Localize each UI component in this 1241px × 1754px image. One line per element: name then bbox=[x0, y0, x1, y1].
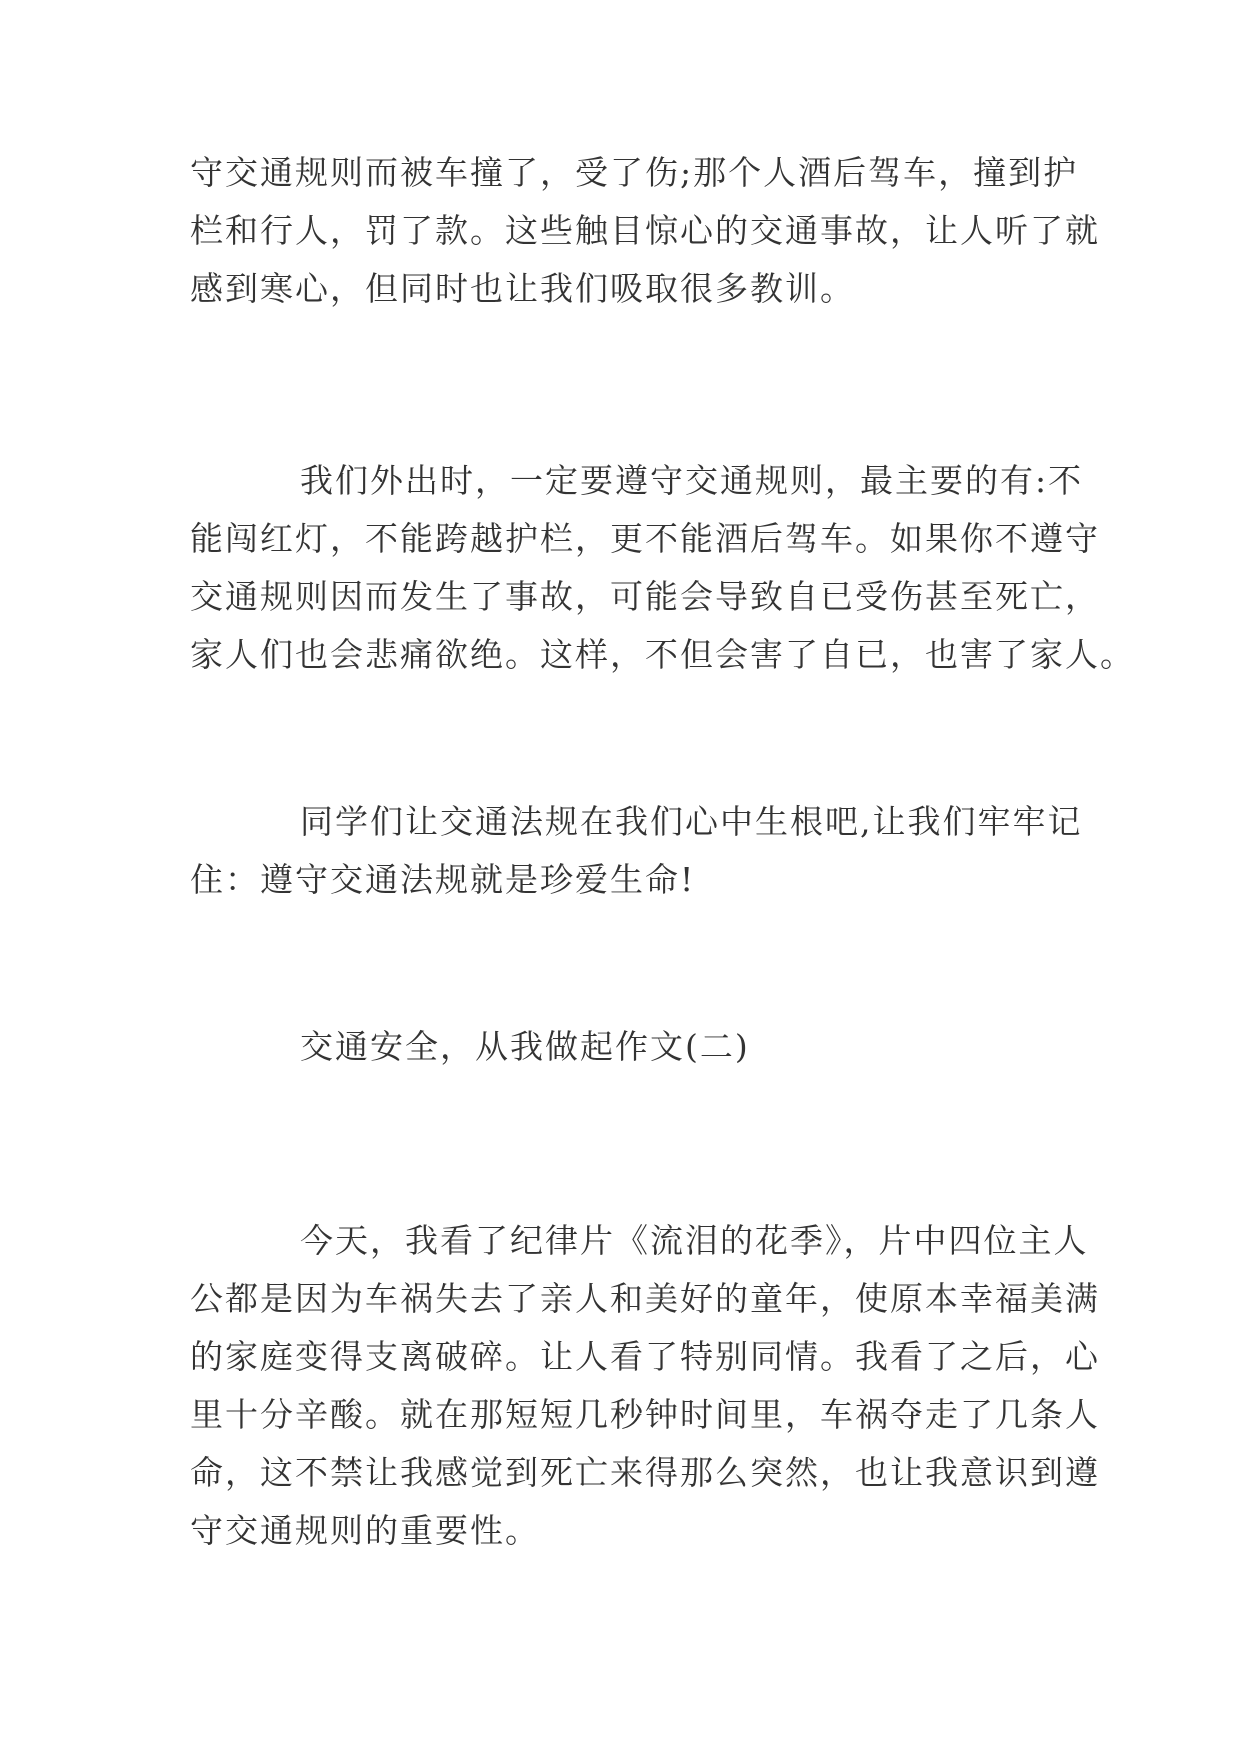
text-line: 住：遵守交通法规就是珍爱生命! bbox=[190, 860, 696, 899]
text-line: 感到寒心，但同时也让我们吸取很多教训。 bbox=[190, 269, 855, 308]
paragraph-traffic-rules bbox=[190, 452, 1135, 684]
text-line: 同学们让交通法规在我们心中生根吧,让我们牢牢记 bbox=[300, 802, 1083, 841]
paragraph-continuation bbox=[190, 144, 1100, 318]
paragraph-conclusion bbox=[190, 793, 1083, 909]
text-line: 栏和行人，罚了款。这些触目惊心的交通事故，让人听了就 bbox=[190, 211, 1100, 250]
text-line: 家人们也会悲痛欲绝。这样，不但会害了自已，也害了家人。 bbox=[190, 635, 1135, 674]
text-line: 我们外出时，一定要遵守交通规则，最主要的有:不 bbox=[300, 461, 1084, 500]
text-line: 今天，我看了纪律片《流泪的花季》，片中四位主人 bbox=[300, 1221, 1089, 1260]
text-line: 交通规则因而发生了事故，可能会导致自已受伤甚至死亡， bbox=[190, 577, 1100, 616]
text-line: 公都是因为车祸失去了亲人和美好的童年，使原本幸福美满 bbox=[190, 1279, 1100, 1318]
text-line: 守交通规则的重要性。 bbox=[190, 1511, 540, 1550]
text-line: 命，这不禁让我感觉到死亡来得那么突然，也让我意识到遵 bbox=[190, 1453, 1100, 1492]
text-line: 能闯红灯，不能跨越护栏，更不能酒后驾车。如果你不遵守 bbox=[190, 519, 1100, 558]
title-line: 交通安全，从我做起作文(二) bbox=[300, 1027, 750, 1066]
essay-title bbox=[190, 1018, 1050, 1076]
text-line: 守交通规则而被车撞了，受了伤;那个人酒后驾车，撞到护 bbox=[190, 153, 1079, 192]
text-line: 的家庭变得支离破碎。让人看了特别同情。我看了之后，心 bbox=[190, 1337, 1100, 1376]
paragraph-film bbox=[190, 1212, 1100, 1560]
text-line: 里十分辛酸。就在那短短几秒钟时间里，车祸夺走了几条人 bbox=[190, 1395, 1100, 1434]
